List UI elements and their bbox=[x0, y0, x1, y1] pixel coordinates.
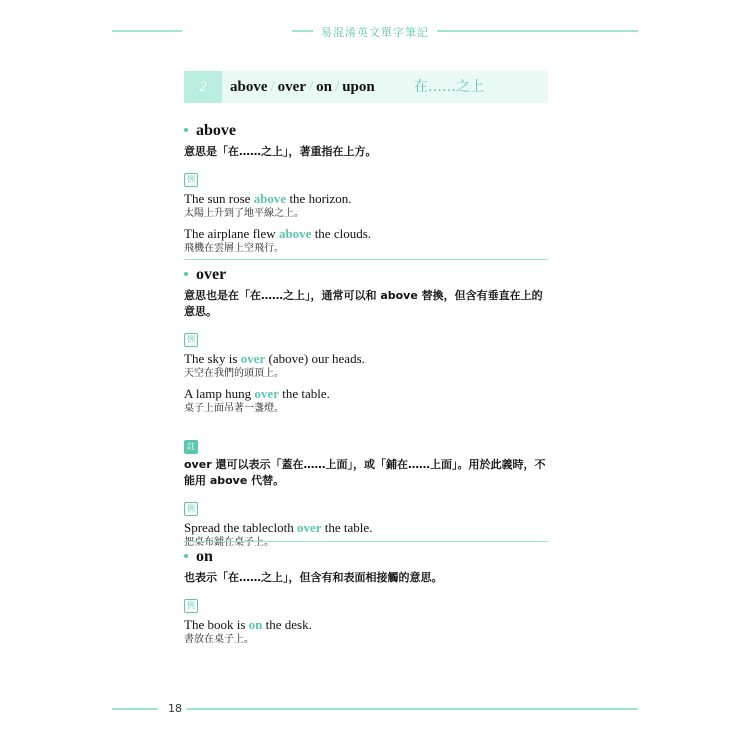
example-translation: 飛機在雲層上空飛行。 bbox=[184, 243, 284, 254]
example-translation: 天空在我們的頭頂上。 bbox=[184, 368, 284, 379]
section-on bbox=[184, 547, 548, 647]
section-above bbox=[184, 121, 548, 256]
bullet-dot bbox=[184, 272, 188, 276]
example-badge: 例 bbox=[184, 333, 198, 347]
entry-word: above bbox=[184, 121, 548, 141]
definition: 意思也是在「在……之上」，通常可以和 above 替換，但含有垂直在上的意思。 bbox=[184, 289, 543, 318]
example-translation: 書放在桌子上。 bbox=[184, 634, 254, 645]
example-sentence: The sky is over (above) our heads. bbox=[184, 351, 365, 366]
topic-word-4: upon bbox=[342, 79, 375, 95]
section-divider bbox=[184, 541, 548, 542]
section-divider bbox=[184, 259, 548, 260]
book-title: 易混淆英文單字筆記 bbox=[0, 24, 750, 40]
example-badge: 例 bbox=[184, 599, 198, 613]
topic-bar bbox=[184, 71, 548, 103]
example-sentence: The sun rose above the horizon. bbox=[184, 191, 352, 206]
topic-number: 2 bbox=[184, 71, 222, 103]
note-badge: 註 bbox=[184, 440, 198, 454]
note-text: over 還可以表示「蓋在……上面」，或「鋪在……上面」。用於此義時，不能用 above 代替。 bbox=[184, 458, 546, 487]
page-number: 18 bbox=[164, 702, 186, 715]
entry-word: over bbox=[184, 265, 548, 285]
definition: 意思是「在……之上」，著重指在上方。 bbox=[184, 145, 377, 158]
example-badge: 例 bbox=[184, 502, 198, 516]
example-sentence: Spread the tablecloth over the table. bbox=[184, 520, 373, 535]
topic-word-3: on bbox=[316, 79, 333, 95]
topic-meaning: 在……之上 bbox=[414, 79, 484, 95]
example-translation: 桌子上面吊著一盞燈。 bbox=[184, 403, 284, 414]
example-sentence: The airplane flew above the clouds. bbox=[184, 226, 372, 241]
example-sentence: A lamp hung over the table. bbox=[184, 386, 330, 401]
footer-rule-left bbox=[112, 708, 158, 710]
topic-word-1: above bbox=[230, 79, 268, 95]
example-sentence: The book is on the desk. bbox=[184, 617, 312, 632]
example-translation: 太陽上升到了地平線之上。 bbox=[184, 208, 304, 219]
footer-rule-right bbox=[186, 708, 638, 710]
entry-word: on bbox=[184, 547, 548, 567]
example-translation: 把桌布鋪在桌子上。 bbox=[184, 537, 274, 548]
bullet-dot bbox=[184, 128, 188, 132]
definition: 也表示「在……之上」，但含有和表面相接觸的意思。 bbox=[184, 571, 443, 584]
example-badge: 例 bbox=[184, 173, 198, 187]
section-over bbox=[184, 265, 548, 550]
bullet-dot bbox=[184, 554, 188, 558]
topic-word-2: over bbox=[277, 79, 306, 95]
topic-words: above / over / on / upon bbox=[230, 79, 375, 95]
